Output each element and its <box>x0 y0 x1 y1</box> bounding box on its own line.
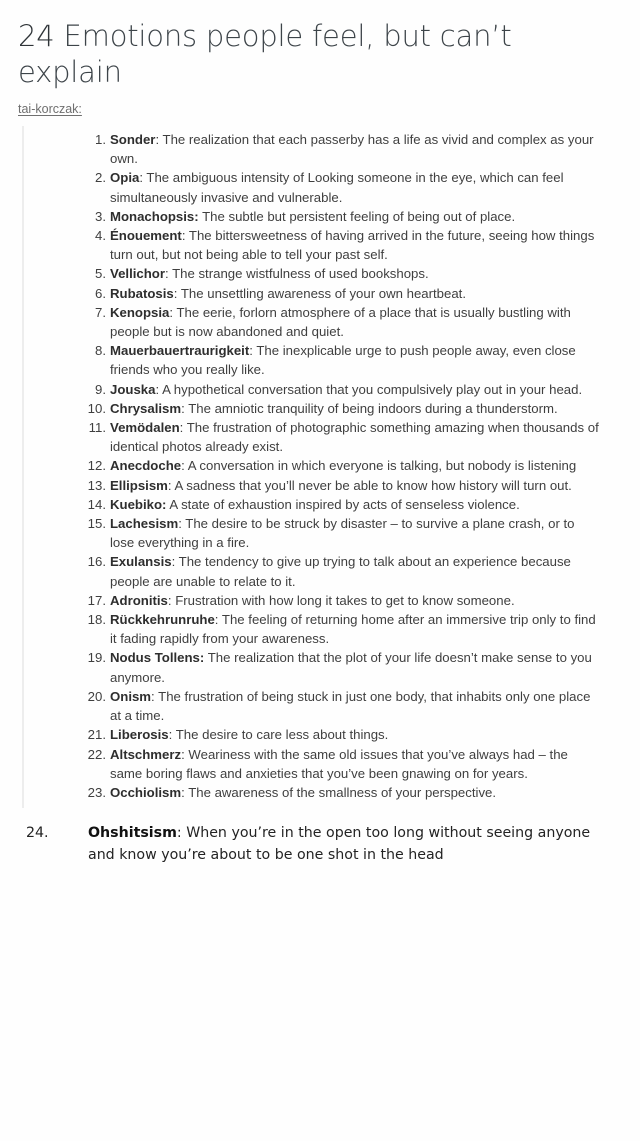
list-item <box>88 456 600 475</box>
emotions-list <box>24 130 640 802</box>
list-item-description: The eerie, forlorn atmosphere of a place that is usually bustling with people but is now abandoned and quiet. <box>110 304 571 340</box>
list-item-separator: : <box>214 612 222 628</box>
list-item <box>88 130 600 168</box>
list-item <box>88 264 600 283</box>
list-item-separator: : <box>181 458 188 474</box>
appended-list-item <box>0 808 640 866</box>
list-item-separator: : <box>179 420 187 436</box>
list-item-term: Anecdoche <box>110 458 182 474</box>
list-item-separator: : <box>178 516 186 532</box>
list-item <box>88 591 600 610</box>
list-item-description: The frustration of being stuck in just one body, that inhabits only one place at a time. <box>110 688 591 724</box>
list-item <box>88 399 600 418</box>
list-item <box>88 552 600 590</box>
list-item-description: The feeling of returning home after an immersive trip only to find it fading rapidly from your awareness. <box>110 612 596 647</box>
list-item-term: Vellichor <box>110 266 165 282</box>
list-item-term: Rückkehrunruhe <box>110 612 215 628</box>
list-item-separator: : <box>167 477 175 493</box>
appended-item-description: When you’re in the open too long without seeing anyone and know you’re about to be one shot in the head <box>88 825 591 864</box>
list-item-term: Kenopsia <box>110 304 170 320</box>
list-item-separator: : <box>173 285 181 301</box>
list-item-separator: : <box>167 592 176 608</box>
list-item-description: The desire to be struck by disaster – to survive a plane crash, or to lose everything in a fire. <box>110 516 575 551</box>
list-item-description: A state of exhaustion inspired by acts of senseless violence. <box>169 496 520 512</box>
list-item <box>88 514 600 552</box>
appended-item-separator: : <box>176 825 187 842</box>
appended-item-term: Ohshitsism <box>88 825 177 842</box>
list-item-separator: : <box>181 784 189 800</box>
list-item-separator: : <box>181 228 189 244</box>
list-item-description: The amniotic tranquility of being indoors during a thunderstorm. <box>188 400 558 416</box>
list-item-term: Énouement <box>110 228 182 244</box>
list-item-separator: : <box>155 381 163 397</box>
list-item-description: Weariness with the same old issues that you’ve always had – the same boring flaws and anxieties that you’ve been gnawing on for years. <box>110 746 568 781</box>
list-item-term: Chrysalism <box>110 400 182 416</box>
list-item-term: Ellipsism <box>110 477 168 493</box>
list-item-description: The realization that the plot of your life doesn’t make sense to you anymore. <box>110 650 592 685</box>
list-item-description: The unsettling awareness of your own heartbeat. <box>180 285 467 301</box>
list-item <box>88 610 600 648</box>
list-item-separator: : <box>169 304 177 320</box>
page-title <box>0 0 640 90</box>
list-item-description: The ambiguous intensity of Looking someone in the eye, which can feel simultaneously invasive and vulnerable. <box>110 170 564 205</box>
list-item-separator: : <box>155 132 163 147</box>
attribution <box>0 90 640 118</box>
list-item <box>88 476 600 495</box>
list-item-term: Occhiolism <box>110 784 182 800</box>
list-item-separator: : <box>139 170 147 186</box>
list-item-term: Mauerbauertraurigkeit <box>110 343 250 359</box>
list-item-separator: : <box>181 400 189 416</box>
list-item-term: Lachesism <box>110 516 179 532</box>
list-item-term: Kuebiko: <box>110 496 167 512</box>
list-item-description: The desire to care less about things. <box>175 727 389 743</box>
list-item-term: Monachopsis: <box>110 208 199 224</box>
list-item <box>88 207 600 226</box>
list-item <box>88 745 600 783</box>
list-item <box>88 418 600 456</box>
list-item-term: Jouska <box>110 381 156 397</box>
list-item-description: The bittersweetness of having arrived in the future, seeing how things turn out, but not being able to tell your past self. <box>110 228 595 263</box>
list-item-description: The frustration of photographic something amazing when thousands of identical photos already exist. <box>110 420 599 455</box>
list-item-term: Rubatosis <box>110 285 174 301</box>
list-item <box>88 284 600 303</box>
list-item-description: The realization that each passerby has a life as vivid and complex as your own. <box>110 132 594 167</box>
list-item-separator: : <box>249 343 257 359</box>
title-text: Emotions people feel, but can’t explain <box>18 19 512 89</box>
list-item <box>88 341 600 379</box>
list-item-description: A conversation in which everyone is talking, but nobody is listening <box>187 458 577 474</box>
list-item-description: The awareness of the smallness of your perspective. <box>188 784 497 800</box>
list-item <box>88 380 600 399</box>
list-item-term: Adronitis <box>110 592 168 608</box>
list-item <box>88 303 600 341</box>
list-item-description: A sadness that you’ll never be able to know how history will turn out. <box>174 477 572 493</box>
appended-item-body <box>60 822 614 866</box>
list-item-description: The tendency to give up trying to talk about an experience because people are unable to relate to it. <box>110 554 571 589</box>
list-item <box>88 687 600 725</box>
list-item-term: Exulansis <box>110 554 172 570</box>
list-item-term: Altschmerz <box>110 746 182 762</box>
list-item <box>88 783 600 802</box>
appended-item-number: 24. <box>26 825 49 842</box>
list-item-term: Vemödalen <box>110 420 180 436</box>
list-item-separator: : <box>151 688 159 704</box>
list-item-term: Opia <box>110 170 140 186</box>
list-item-description: The strange wistfulness of used bookshops. <box>172 266 429 282</box>
title-count: 24 <box>18 19 55 53</box>
list-item <box>88 226 600 264</box>
list-item-description: Frustration with how long it takes to get to know someone. <box>175 592 515 608</box>
list-item-term: Sonder <box>110 132 156 147</box>
list-item-separator: : <box>164 266 173 282</box>
list-item-description: A hypothetical conversation that you compulsively play out in your head. <box>162 381 583 397</box>
source-blog-link[interactable]: tai-korczak: <box>18 102 82 116</box>
list-item <box>88 168 600 206</box>
list-item-description: The inexplicable urge to push people away, even close friends who you really like. <box>110 343 576 378</box>
list-item-term: Liberosis <box>110 727 169 743</box>
list-item-term: Nodus Tollens: <box>110 650 205 666</box>
list-item-separator: : <box>168 727 176 743</box>
list-item-separator: : <box>171 554 179 570</box>
list-item <box>88 495 600 514</box>
list-item-description: The subtle but persistent feeling of being out of place. <box>202 208 516 224</box>
list-item <box>88 648 600 686</box>
list-item-separator: : <box>181 746 189 762</box>
list-item-term: Onism <box>110 688 152 704</box>
blockquote <box>22 126 640 808</box>
list-item <box>88 725 600 744</box>
